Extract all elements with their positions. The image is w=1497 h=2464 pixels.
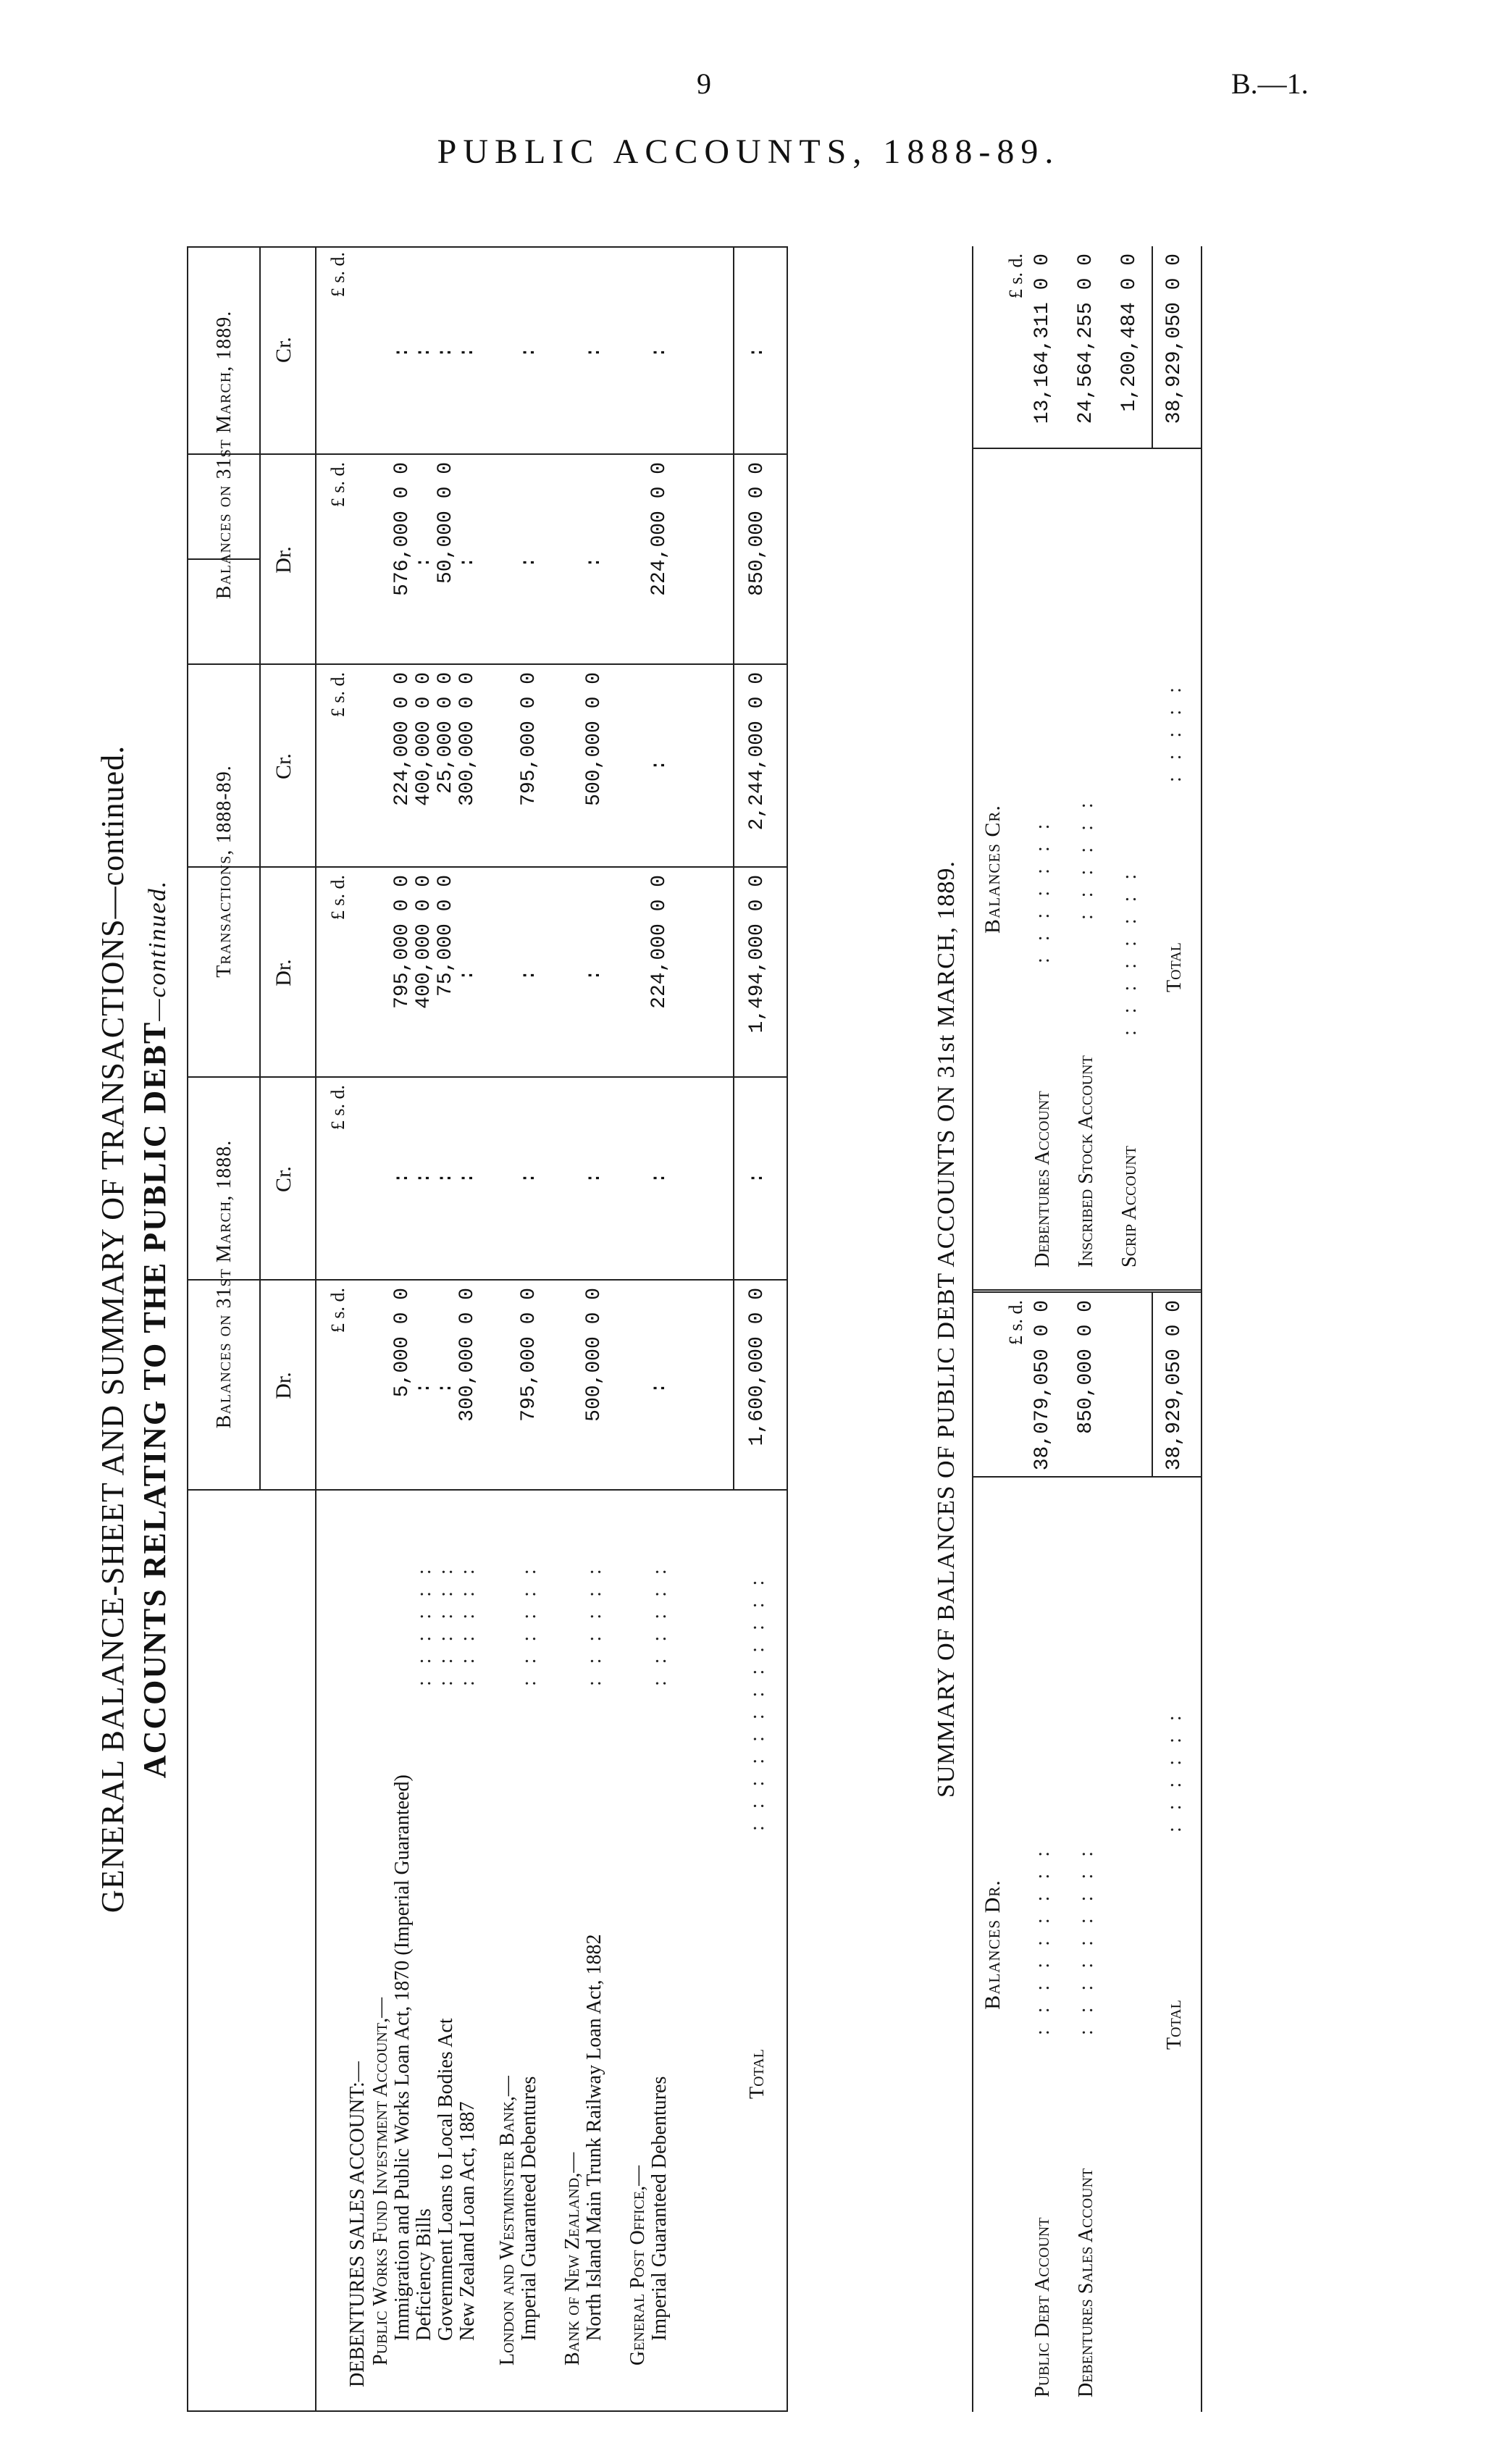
summary-title: SUMMARY OF BALANCES OF PUBLIC DEBT ACCOUNTS ON 31st MARCH, 1889. — [933, 860, 960, 1798]
row-label-general-post-office: General Post Office,— — [626, 2165, 649, 2365]
cell-amount: 795,000 0 0 — [518, 1288, 540, 1422]
row-label-total: Total — [746, 2049, 768, 2099]
cell-amount: : — [391, 1172, 414, 1184]
summary-row-debentures-account: Debentures Account — [1031, 1091, 1054, 1267]
summary-table — [972, 246, 1202, 2412]
summary-right-total: 38,929,050 0 0 — [1163, 253, 1186, 424]
row-label-imperial-debentures: Imperial Guaranteed Debentures — [518, 2076, 540, 2341]
cell-amount: : — [648, 1382, 671, 1394]
cell-amount: : — [648, 1172, 671, 1184]
cell-total: : — [746, 346, 768, 359]
summary-row-scrip-account: Scrip Account — [1118, 1146, 1141, 1267]
public-debt-heading — [136, 203, 173, 2455]
page-number: 9 — [697, 67, 711, 100]
row-label-debentures-sales-account: DEBENTURES SALES ACCOUNT:— — [346, 2061, 369, 2387]
cell-amount: : — [518, 346, 540, 359]
summary-amount: 1,200,484 0 0 — [1118, 253, 1141, 412]
row-label-bank-of-new-zealand: Bank of New Zealand,— — [561, 2152, 584, 2365]
row-label-imperial-debentures-gpo: Imperial Guaranteed Debentures — [648, 2076, 671, 2341]
cell-amount: 300,000 0 0 — [456, 1288, 479, 1422]
unit-label: £ s. d. — [327, 672, 348, 718]
leader-dots: : : : : : : : : — [1118, 868, 1141, 1036]
cell-amount: 400,000 0 0 — [413, 672, 435, 806]
unit-label: £ s. d. — [327, 1085, 348, 1131]
row-label-london-westminster-bank: London and Westminster Bank,— — [496, 2076, 519, 2365]
summary-left-heading: Balances Dr. — [981, 1880, 1005, 2010]
total-divider — [1152, 246, 1153, 449]
group-header-transactions: Transactions, 1888-89. — [213, 765, 235, 978]
summary-row-debentures-sales-account: Debentures Sales Account — [1075, 2168, 1097, 2397]
cell-amount: : — [435, 346, 457, 359]
summary-row-public-debt-account: Public Debt Account — [1031, 2217, 1054, 2397]
summary-amount: 850,000 0 0 — [1075, 1300, 1097, 1434]
summary-right-total-label: Total — [1163, 942, 1186, 992]
leader-dots: : : : : : : — [435, 1563, 457, 1686]
cell-amount: : — [648, 346, 671, 359]
summary-middle-divider — [973, 1289, 1201, 1293]
total-divider — [733, 248, 734, 1491]
row-label-north-island-railway: North Island Main Trunk Railway Loan Act, 1882 — [583, 1934, 605, 2341]
unit-label: £ s. d. — [1005, 253, 1026, 299]
subheader-dr: Dr. — [272, 546, 295, 574]
cell-total: 2,244,000 0 0 — [746, 672, 768, 831]
cell-amount: : — [583, 1172, 605, 1184]
unit-label: £ s. d. — [1005, 1300, 1026, 1346]
document-reference: B.—1. — [1231, 67, 1309, 100]
cell-amount: 224,000 0 0 — [391, 672, 414, 806]
unit-label: £ s. d. — [327, 875, 348, 921]
balance-sheet-heading: GENERAL BALANCE-SHEET AND SUMMARY OF TRANSACTIONS—continued. — [95, 745, 130, 1914]
cell-amount: : — [413, 556, 435, 569]
cell-amount: 576,000 0 0 — [391, 462, 414, 596]
leader-dots: : : : : : : — [518, 1563, 540, 1686]
row-label-public-works-fund: Public Works Fund Investment Account,— — [369, 1997, 392, 2365]
subheader-dr: Dr. — [272, 959, 295, 986]
cell-amount: 25,000 0 0 — [435, 672, 457, 795]
cell-total: : — [746, 1172, 768, 1184]
summary-left-total-label: Total — [1163, 2000, 1186, 2050]
leader-dots: : : : : : — [1163, 682, 1186, 782]
cell-amount: : — [456, 969, 479, 981]
cell-amount: 75,000 0 0 — [435, 875, 457, 997]
cell-amount: 500,000 0 0 — [583, 1288, 605, 1422]
cell-total: 1,600,000 0 0 — [746, 1288, 768, 1446]
leader-dots: : : : : : : : : : — [1031, 1845, 1054, 2035]
total-divider — [1152, 1293, 1153, 1478]
summary-amount: 24,564,255 0 0 — [1075, 253, 1097, 424]
subheader-cr: Cr. — [272, 753, 295, 779]
row-label-nz-loan-act: New Zealand Loan Act, 1887 — [456, 2101, 479, 2341]
cell-amount: 795,000 0 0 — [518, 672, 540, 806]
leader-dots: : : : : : : — [1163, 1709, 1186, 1832]
cell-amount: : — [518, 1172, 540, 1184]
cell-amount: : — [648, 759, 671, 771]
cell-amount: : — [518, 556, 540, 569]
subheader-cr: Cr. — [272, 337, 295, 363]
row-label-immigration-act: Immigration and Public Works Loan Act, 1870 (Imperial Guaranteed) — [391, 1774, 414, 2341]
leader-dots: : : : : : : — [413, 1563, 435, 1686]
leader-dots: : : : : : : — [648, 1563, 671, 1686]
summary-row-inscribed-stock-account: Inscribed Stock Account — [1075, 1055, 1097, 1267]
cell-amount: : — [435, 1382, 457, 1394]
cell-amount: 50,000 0 0 — [435, 462, 457, 584]
leader-dots: : : : : : : — [456, 1563, 479, 1686]
unit-label: £ s. d. — [327, 252, 348, 298]
cell-amount: : — [456, 346, 479, 359]
leader-dots: : : : : : : : : : : : : — [746, 1574, 768, 1831]
cell-total: 850,000 0 0 — [746, 462, 768, 596]
cell-amount: : — [518, 969, 540, 981]
leader-dots: : : : : : : : : : — [1075, 1845, 1097, 2035]
summary-left-total: 38,929,050 0 0 — [1163, 1300, 1186, 1471]
unit-label: £ s. d. — [327, 1288, 348, 1333]
leader-dots: : : : : : : — [1075, 797, 1097, 920]
cell-amount: : — [456, 556, 479, 569]
cell-amount: : — [413, 1172, 435, 1184]
cell-amount: 300,000 0 0 — [456, 672, 479, 806]
cell-amount: : — [456, 1172, 479, 1184]
cell-amount: 224,000 0 0 — [648, 462, 671, 596]
header-divider — [259, 248, 261, 1491]
cell-amount: 5,000 0 0 — [391, 1288, 414, 1398]
cell-amount: : — [583, 969, 605, 981]
cell-amount: : — [435, 1172, 457, 1184]
rotated-landscape-page — [94, 203, 1362, 2455]
cell-amount: : — [391, 346, 414, 359]
group-header-balances-1889: Balances on 31st March, 1889. — [213, 310, 235, 600]
unit-label: £ s. d. — [327, 462, 348, 508]
row-label-deficiency-bills: Deficiency Bills — [413, 2208, 435, 2341]
cell-amount: : — [413, 346, 435, 359]
public-debt-heading-text: ACCOUNTS RELATING TO THE PUBLIC DEBT — [137, 1021, 172, 1779]
subheader-cr: Cr. — [272, 1166, 295, 1192]
public-debt-heading-suffix: —continued. — [144, 879, 171, 1021]
cell-amount: 795,000 0 0 — [391, 875, 414, 1009]
cell-amount: : — [413, 1382, 435, 1394]
cell-amount: 500,000 0 0 — [583, 672, 605, 806]
subheader-dr: Dr. — [272, 1372, 295, 1399]
leader-dots: : : : : : : — [583, 1563, 605, 1686]
summary-amount: 38,079,050 0 0 — [1031, 1300, 1054, 1471]
leader-dots: : : : : : : : — [1031, 818, 1054, 963]
cell-amount: 400,000 0 0 — [413, 875, 435, 1009]
row-label-local-bodies-act: Government Loans to Local Bodies Act — [435, 2018, 457, 2341]
summary-amount: 13,164,311 0 0 — [1031, 253, 1054, 424]
cell-amount: 224,000 0 0 — [648, 875, 671, 1009]
header-divider — [315, 248, 316, 2410]
public-debt-accounts-table — [187, 246, 788, 2412]
page-title: PUBLIC ACCOUNTS, 1888-89. — [437, 133, 1060, 171]
cell-amount: : — [583, 346, 605, 359]
cell-total: 1,494,000 0 0 — [746, 875, 768, 1034]
summary-right-heading: Balances Cr. — [981, 805, 1005, 934]
group-header-balances-1888: Balances on 31st March, 1888. — [213, 1139, 235, 1429]
cell-amount: : — [583, 556, 605, 569]
